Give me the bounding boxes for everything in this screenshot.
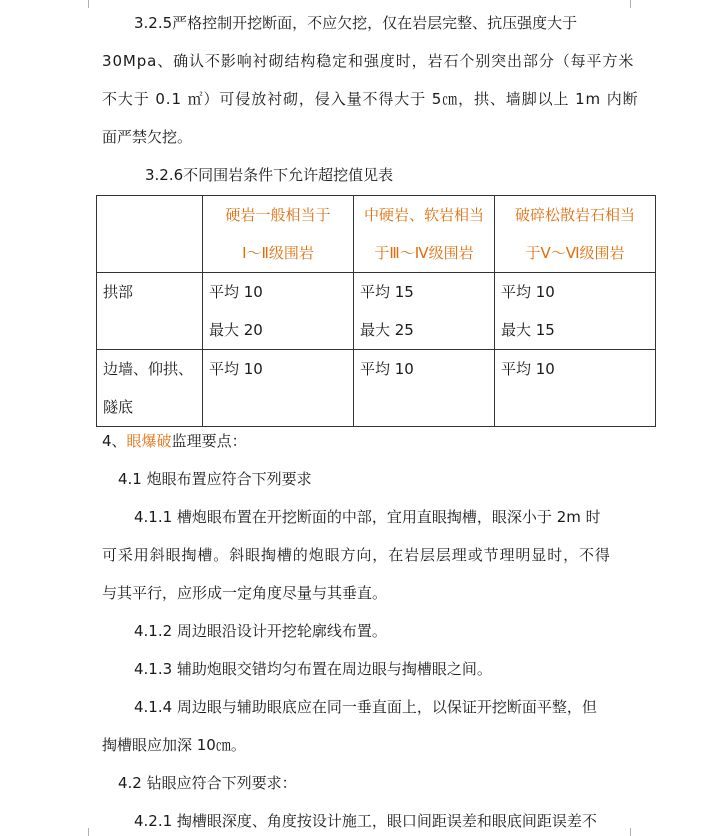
section-4-2-title: 4.2 钻眼应符合下列要求：: [118, 774, 297, 792]
cell-wall-broken-spacer: [501, 388, 649, 426]
crop-mark-top-right: [630, 0, 631, 8]
cell-wall-hard-spacer: [209, 388, 347, 426]
para-4-2-1-line-1: 4.2.1 掏槽眼深度、角度按设计施工，眼口间距误差和眼底间距误差不: [134, 812, 597, 830]
header-cell-empty: [97, 196, 203, 273]
header-medium-rock-line-2: 于Ⅲ～Ⅳ级围岩: [374, 244, 474, 262]
para-3-2-5-line-1: 3.2.5严格控制开挖断面，不应欠挖，仅在岩层完整、抗压强度大于: [134, 14, 578, 32]
header-hard-rock-line-1: 硬岩一般相当于: [225, 206, 331, 224]
section-4-heading: [102, 431, 247, 451]
cell-arch-medium-avg: 平均 15: [360, 283, 414, 301]
cell-arch-hard-max: 最大 20: [209, 321, 263, 339]
header-medium-rock-line-1: 中硬岩、软岩相当: [363, 206, 484, 224]
section-4-heading-suffix: 监理要点：: [171, 432, 247, 450]
para-4-1-4-line-2: 掏槽眼应加深 10㎝。: [102, 736, 246, 754]
row-label-wall-line-1: 边墙、仰拱、: [103, 360, 194, 378]
para-4-1-4-line-1: 4.1.4 周边眼与辅助眼底应在同一垂直面上，以保证开挖断面平整，但: [134, 698, 597, 716]
section-4-1-title: 4.1 炮眼布置应符合下列要求: [118, 470, 312, 488]
header-hard-rock-line-2: Ⅰ～Ⅱ级围岩: [242, 244, 314, 262]
cell-wall-hard-avg: 平均 10: [209, 360, 263, 378]
crop-mark-bottom-right: [630, 828, 631, 836]
cell-wall-medium: [354, 350, 495, 427]
row-label-arch: [97, 273, 203, 350]
cell-arch-medium: [354, 273, 495, 350]
section-4-heading-highlight: 眼爆破: [126, 432, 172, 450]
table-row: [97, 273, 656, 350]
cell-wall-medium-spacer: [360, 388, 488, 426]
para-3-2-5-line-4: 面严禁欠挖。: [102, 128, 193, 146]
para-3-2-5-line-3: 不大于 0.1 ㎡）可侵放衬砌，侵入量不得大于 5㎝，拱、墙脚以上 1m 内断: [102, 90, 639, 108]
cell-arch-broken: [495, 273, 656, 350]
header-broken-rock-line-1: 破碎松散岩石相当: [514, 206, 635, 224]
header-cell-broken-rock: [495, 196, 656, 273]
cell-arch-broken-max: 最大 15: [501, 321, 555, 339]
cell-wall-broken: [495, 350, 656, 427]
header-cell-hard-rock: [203, 196, 354, 273]
cell-arch-hard-avg: 平均 10: [209, 283, 263, 301]
cell-arch-medium-max: 最大 25: [360, 321, 414, 339]
row-label-wall-line-2: 隧底: [103, 398, 134, 416]
para-4-1-3: 4.1.3 辅助炮眼交错均匀布置在周边眼与掏槽眼之间。: [134, 660, 492, 678]
row-label-arch-text: 拱部: [103, 283, 134, 301]
crop-mark-bottom-left: [88, 828, 89, 836]
para-4-1-1-line-1: 4.1.1 槽炮眼布置在开挖断面的中部，宜用直眼掏槽，眼深小于 2m 时: [134, 508, 601, 526]
cell-wall-hard: [203, 350, 354, 427]
header-cell-medium-rock: [354, 196, 495, 273]
section-4-heading-prefix: 4、: [102, 432, 127, 450]
crop-mark-top-left: [88, 0, 89, 8]
para-3-2-5-line-2: 30Mpa、确认不影响衬砌结构稳定和强度时，岩石个别突出部分（每平方米: [102, 52, 635, 70]
overbreak-table: [96, 195, 656, 427]
cell-wall-medium-avg: 平均 10: [360, 360, 414, 378]
table-header-row: [97, 196, 656, 273]
cell-arch-broken-avg: 平均 10: [501, 283, 555, 301]
para-4-1-1-line-3: 与其平行，应形成一定角度尽量与其垂直。: [102, 584, 388, 602]
header-broken-rock-line-2: 于Ⅴ～Ⅵ级围岩: [525, 244, 625, 262]
cell-arch-hard: [203, 273, 354, 350]
table-row: [97, 350, 656, 427]
table-caption: 3.2.6不同围岩条件下允许超挖值见表: [145, 166, 394, 184]
para-4-1-1-line-2: 可采用斜眼掏槽。斜眼掏槽的炮眼方向，在岩层层理或节理明显时，不得: [102, 546, 611, 564]
row-label-wall: [97, 350, 203, 427]
row-label-arch-spacer: [103, 311, 196, 349]
para-4-1-2: 4.1.2 周边眼沿设计开挖轮廓线布置。: [134, 622, 387, 640]
cell-wall-broken-avg: 平均 10: [501, 360, 555, 378]
